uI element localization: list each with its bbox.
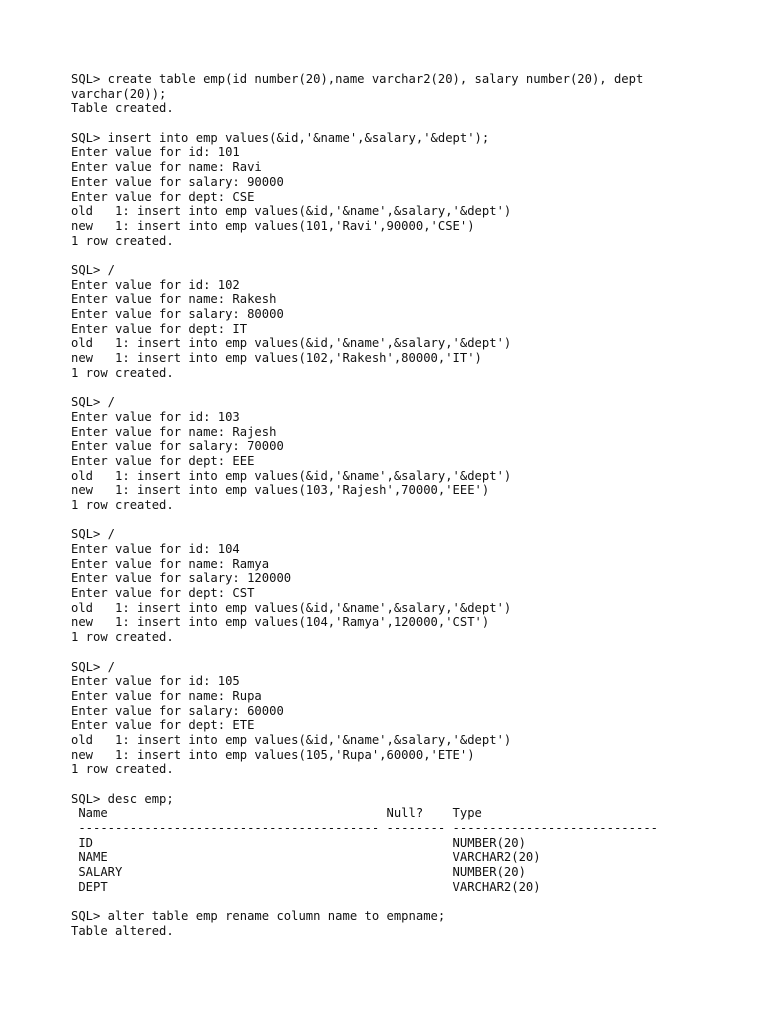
describe-separator-row: ----------------------------------------- -------- ---------------------------- (71, 821, 658, 836)
result-line: Table altered. (71, 923, 174, 938)
new-statement-line: new 1: insert into emp values(105,'Rupa',60000,'ETE') (71, 747, 475, 762)
describe-column-row: ID NUMBER(20) (71, 835, 526, 850)
command-line-continued: varchar(20)); (71, 86, 167, 101)
create-table-block (71, 72, 761, 116)
result-line: 1 row created. (71, 233, 174, 248)
result-line: 1 row created. (71, 630, 174, 645)
new-statement-line: new 1: insert into emp values(101,'Ravi',90000,'CSE') (71, 218, 475, 233)
command-line: SQL> insert into emp values(&id,'&name',&salary,'&dept'); (71, 130, 490, 145)
prompt-line: Enter value for id: 103 (71, 409, 240, 424)
prompt-line: Enter value for salary: 120000 (71, 571, 292, 586)
prompt-line: Enter value for name: Ramya (71, 556, 270, 571)
command-line: SQL> / (71, 527, 116, 542)
command-line: SQL> desc emp; (71, 791, 174, 806)
result-line: Table created. (71, 101, 174, 116)
prompt-line: Enter value for dept: EEE (71, 453, 255, 468)
prompt-line: Enter value for name: Rupa (71, 688, 262, 703)
insert-block-102 (71, 263, 761, 381)
prompt-line: Enter value for name: Rakesh (71, 292, 277, 307)
old-statement-line: old 1: insert into emp values(&id,'&name',&salary,'&dept') (71, 468, 512, 483)
describe-column-row: SALARY NUMBER(20) (71, 865, 526, 880)
old-statement-line: old 1: insert into emp values(&id,'&name',&salary,'&dept') (71, 336, 512, 351)
describe-column-row: DEPT VARCHAR2(20) (71, 879, 541, 894)
blank-line (71, 248, 761, 263)
blank-line (71, 645, 761, 660)
blank-line (71, 380, 761, 395)
prompt-line: Enter value for id: 102 (71, 277, 240, 292)
prompt-line: Enter value for name: Rajesh (71, 424, 277, 439)
describe-header-row: Name Null? Type (71, 806, 482, 821)
command-line: SQL> / (71, 395, 116, 410)
alter-table-block (71, 909, 761, 938)
insert-block-101 (71, 131, 761, 249)
insert-block-103 (71, 395, 761, 513)
prompt-line: Enter value for salary: 90000 (71, 174, 284, 189)
command-line: SQL> / (71, 262, 116, 277)
blank-line (71, 513, 761, 528)
command-line: SQL> / (71, 659, 116, 674)
prompt-line: Enter value for name: Ravi (71, 160, 262, 175)
insert-block-104 (71, 527, 761, 645)
result-line: 1 row created. (71, 497, 174, 512)
prompt-line: Enter value for dept: ETE (71, 718, 255, 733)
prompt-line: Enter value for salary: 60000 (71, 703, 284, 718)
blank-line (71, 777, 761, 792)
prompt-line: Enter value for salary: 80000 (71, 307, 284, 321)
describe-column-row: NAME VARCHAR2(20) (71, 850, 541, 865)
insert-block-105 (71, 660, 761, 778)
old-statement-line: old 1: insert into emp values(&id,'&name',&salary,'&dept') (71, 600, 512, 615)
blank-line (71, 895, 761, 910)
result-line: 1 row created. (71, 762, 174, 777)
new-statement-line: new 1: insert into emp values(104,'Ramya',120000,'CST') (71, 615, 490, 630)
blank-line (71, 116, 761, 131)
prompt-line: Enter value for salary: 70000 (71, 439, 284, 454)
prompt-line: Enter value for dept: CST (71, 586, 255, 601)
old-statement-line: old 1: insert into emp values(&id,'&name',&salary,'&dept') (71, 204, 512, 219)
prompt-line: Enter value for id: 104 (71, 542, 240, 556)
new-statement-line: new 1: insert into emp values(103,'Rajesh',70000,'EEE') (71, 483, 490, 498)
prompt-line: Enter value for id: 105 (71, 674, 240, 689)
prompt-line: Enter value for dept: IT (71, 321, 248, 336)
command-line: SQL> create table emp(id number(20),name varchar2(20), salary number(20), dept (71, 72, 644, 86)
sql-session-transcript (71, 72, 761, 939)
prompt-line: Enter value for id: 101 (71, 145, 240, 160)
old-statement-line: old 1: insert into emp values(&id,'&name',&salary,'&dept') (71, 732, 512, 747)
result-line: 1 row created. (71, 365, 174, 380)
new-statement-line: new 1: insert into emp values(102,'Rakesh',80000,'IT') (71, 351, 482, 366)
describe-table-block (71, 792, 761, 895)
command-line: SQL> alter table emp rename column name to empname; (71, 909, 446, 924)
prompt-line: Enter value for dept: CSE (71, 189, 255, 204)
